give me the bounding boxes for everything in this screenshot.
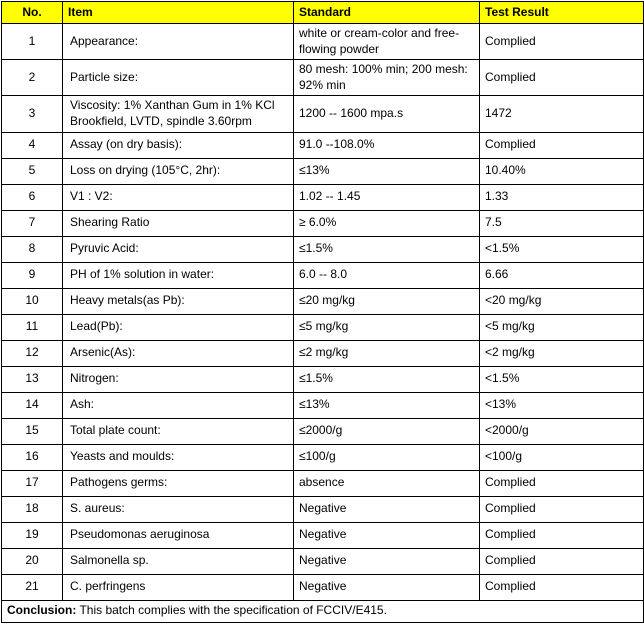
- cell-standard: 80 mesh: 100% min; 200 mesh: 92% min: [294, 60, 480, 96]
- cell-item: Pseudomonas aeruginosa: [63, 522, 294, 548]
- table-row: [2, 470, 644, 496]
- cell-standard: 6.0 -- 8.0: [294, 262, 480, 288]
- cell-standard: 1200 -- 1600 mpa.s: [294, 96, 480, 132]
- header-standard: Standard: [294, 2, 480, 24]
- cell-no: 7: [2, 210, 63, 236]
- cell-no: 17: [2, 470, 63, 496]
- table-row: [2, 210, 644, 236]
- table-row: [2, 522, 644, 548]
- cell-item: V1 : V2:: [63, 184, 294, 210]
- cell-no: 15: [2, 418, 63, 444]
- cell-result: <1.5%: [480, 236, 644, 262]
- table-row: [2, 574, 644, 600]
- cell-no: 2: [2, 60, 63, 96]
- cell-no: 3: [2, 96, 63, 132]
- table-row: [2, 288, 644, 314]
- cell-result: <20 mg/kg: [480, 288, 644, 314]
- cell-no: 21: [2, 574, 63, 600]
- cell-result: 1.33: [480, 184, 644, 210]
- cell-item: Total plate count:: [63, 418, 294, 444]
- cell-result: <13%: [480, 392, 644, 418]
- cell-standard: Negative: [294, 574, 480, 600]
- table-row: [2, 444, 644, 470]
- table-row: [2, 158, 644, 184]
- cell-standard: Negative: [294, 548, 480, 574]
- cell-item: Lead(Pb):: [63, 314, 294, 340]
- cell-no: 19: [2, 522, 63, 548]
- cell-item: S. aureus:: [63, 496, 294, 522]
- cell-result: 10.40%: [480, 158, 644, 184]
- table-row: [2, 132, 644, 158]
- header-row: [2, 2, 644, 24]
- table-row: [2, 392, 644, 418]
- cell-item: Viscosity: 1% Xanthan Gum in 1% KCl Brookfield, LVTD, spindle 3.60rpm: [63, 96, 294, 132]
- cell-result: Complied: [480, 496, 644, 522]
- cell-no: 1: [2, 24, 63, 60]
- conclusion-cell: [2, 600, 644, 622]
- table-row: [2, 548, 644, 574]
- cell-standard: ≤1.5%: [294, 236, 480, 262]
- cell-no: 9: [2, 262, 63, 288]
- cell-result: Complied: [480, 470, 644, 496]
- table-row: [2, 314, 644, 340]
- cell-item: Ash:: [63, 392, 294, 418]
- cell-result: Complied: [480, 574, 644, 600]
- cell-item: Pathogens germs:: [63, 470, 294, 496]
- cell-item: Loss on drying (105°C, 2hr):: [63, 158, 294, 184]
- table-row: [2, 60, 644, 96]
- cell-no: 16: [2, 444, 63, 470]
- table-header: [2, 2, 644, 24]
- cell-item: Shearing Ratio: [63, 210, 294, 236]
- table-row: [2, 184, 644, 210]
- cell-standard: Negative: [294, 496, 480, 522]
- cell-item: Nitrogen:: [63, 366, 294, 392]
- cell-standard: ≤1.5%: [294, 366, 480, 392]
- cell-item: Particle size:: [63, 60, 294, 96]
- cell-no: 13: [2, 366, 63, 392]
- cell-standard: ≤13%: [294, 158, 480, 184]
- table-row: [2, 262, 644, 288]
- cell-no: 5: [2, 158, 63, 184]
- cell-item: Appearance:: [63, 24, 294, 60]
- cell-item: Arsenic(As):: [63, 340, 294, 366]
- cell-result: <5 mg/kg: [480, 314, 644, 340]
- table-row: [2, 366, 644, 392]
- cell-standard: 91.0 --108.0%: [294, 132, 480, 158]
- table-row: [2, 96, 644, 132]
- cell-no: 20: [2, 548, 63, 574]
- cell-no: 10: [2, 288, 63, 314]
- table-row: [2, 496, 644, 522]
- cell-standard: white or cream-color and free-flowing powder: [294, 24, 480, 60]
- table-row: [2, 24, 644, 60]
- cell-result: 6.66: [480, 262, 644, 288]
- cell-result: Complied: [480, 522, 644, 548]
- table-row: [2, 418, 644, 444]
- cell-result: Complied: [480, 132, 644, 158]
- cell-result: <2 mg/kg: [480, 340, 644, 366]
- table-body: [2, 24, 644, 601]
- table-row: [2, 340, 644, 366]
- conclusion-row: [2, 600, 644, 622]
- cell-standard: ≤13%: [294, 392, 480, 418]
- cell-result: <100/g: [480, 444, 644, 470]
- cell-item: Salmonella sp.: [63, 548, 294, 574]
- cell-no: 6: [2, 184, 63, 210]
- cell-no: 12: [2, 340, 63, 366]
- cell-no: 4: [2, 132, 63, 158]
- cell-result: Complied: [480, 24, 644, 60]
- cell-result: <2000/g: [480, 418, 644, 444]
- table-row: [2, 236, 644, 262]
- cell-item: Yeasts and moulds:: [63, 444, 294, 470]
- conclusion-text: This batch complies with the specification of FCCIV/E415.: [79, 603, 387, 618]
- cell-result: <1.5%: [480, 366, 644, 392]
- header-test-result: Test Result: [480, 2, 644, 24]
- cell-standard: ≤20 mg/kg: [294, 288, 480, 314]
- cell-result: Complied: [480, 548, 644, 574]
- cell-standard: ≥ 6.0%: [294, 210, 480, 236]
- cell-no: 11: [2, 314, 63, 340]
- cell-result: 7.5: [480, 210, 644, 236]
- cell-standard: absence: [294, 470, 480, 496]
- cell-no: 18: [2, 496, 63, 522]
- cell-result: Complied: [480, 60, 644, 96]
- cell-item: Pyruvic Acid:: [63, 236, 294, 262]
- cell-standard: ≤2000/g: [294, 418, 480, 444]
- conclusion-label: Conclusion:: [7, 603, 77, 618]
- header-no: No.: [2, 2, 63, 24]
- cell-item: C. perfringens: [63, 574, 294, 600]
- cell-standard: 1.02 -- 1.45: [294, 184, 480, 210]
- header-item: Item: [63, 2, 294, 24]
- spec-table: [1, 1, 644, 623]
- cell-item: Assay (on dry basis):: [63, 132, 294, 158]
- cell-result: 1472: [480, 96, 644, 132]
- cell-item: PH of 1% solution in water:: [63, 262, 294, 288]
- cell-standard: Negative: [294, 522, 480, 548]
- cell-no: 14: [2, 392, 63, 418]
- cell-standard: ≤5 mg/kg: [294, 314, 480, 340]
- cell-standard: ≤100/g: [294, 444, 480, 470]
- table-footer: [2, 600, 644, 622]
- cell-item: Heavy metals(as Pb):: [63, 288, 294, 314]
- cell-no: 8: [2, 236, 63, 262]
- cell-standard: ≤2 mg/kg: [294, 340, 480, 366]
